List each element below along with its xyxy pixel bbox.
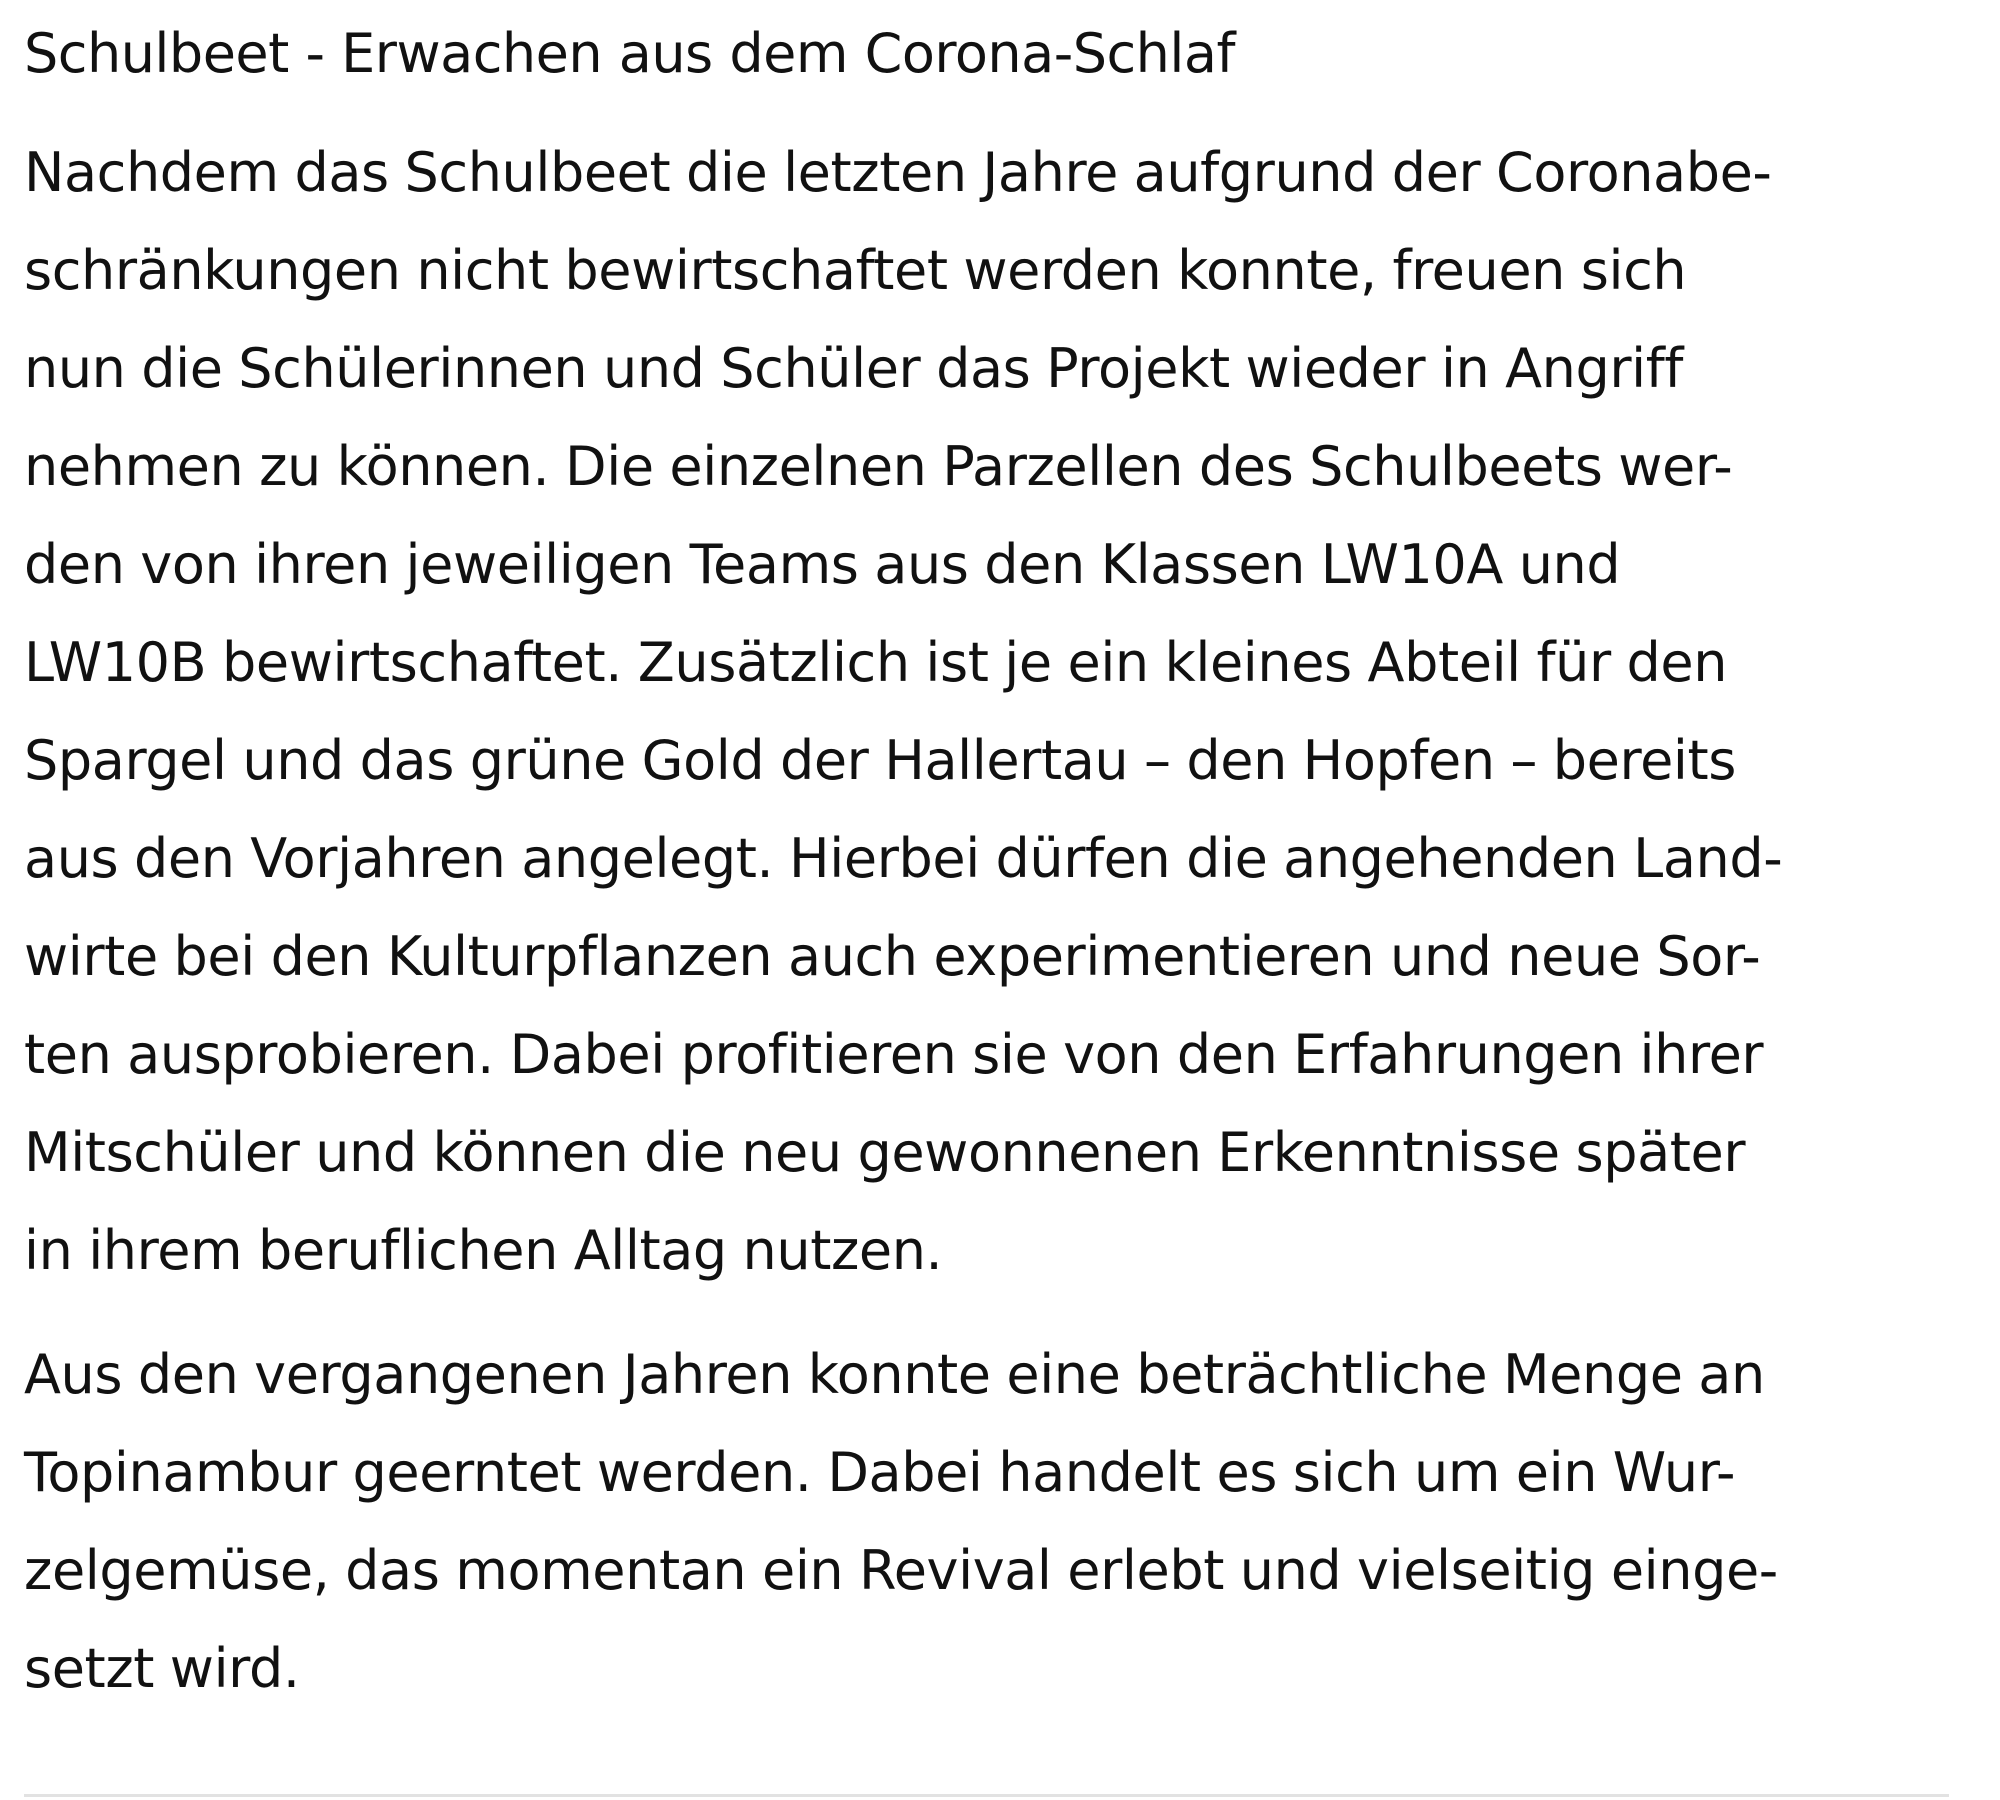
- paragraph-line: Nachdem das Schulbeet die letzten Jahre aufgrund der Coronabe-: [24, 141, 1772, 204]
- paragraph-line: Mitschüler und können die neu gewonnenen Erkenntnisse später: [24, 1121, 1746, 1184]
- paragraph-line: LW10B bewirtschaftet. Zusätzlich ist je ein kleines Abteil für den: [24, 631, 1728, 694]
- paragraph-line: Aus den vergangenen Jahren konnte eine beträchtliche Menge an: [24, 1343, 1765, 1406]
- paragraph-line: den von ihren jeweiligen Teams aus den Klassen LW10A und: [24, 533, 1621, 596]
- document-page: [24, 0, 1984, 1718]
- paragraph-line: wirte bei den Kulturpflanzen auch experimentieren und neue Sor-: [24, 925, 1761, 988]
- paragraph-line: in ihrem beruflichen Alltag nutzen.: [24, 1219, 943, 1282]
- bottom-divider: [24, 1794, 1949, 1797]
- article-title: Schulbeet - Erwachen aus dem Corona-Schlaf: [24, 22, 1236, 85]
- paragraph-line: aus den Vorjahren angelegt. Hierbei dürfen die angehenden Land-: [24, 827, 1783, 890]
- article-paragraph-2: [24, 1326, 1984, 1718]
- article-paragraph-1: [24, 124, 1984, 1300]
- paragraph-line: nehmen zu können. Die einzelnen Parzellen des Schulbeets wer-: [24, 435, 1733, 498]
- paragraph-line: ten ausprobieren. Dabei profitieren sie von den Erfahrungen ihrer: [24, 1023, 1764, 1086]
- paragraph-line: zelgemüse, das momentan ein Revival erlebt und vielseitig einge-: [24, 1539, 1778, 1602]
- paragraph-line: Spargel und das grüne Gold der Hallertau – den Hopfen – bereits: [24, 729, 1737, 792]
- paragraph-line: schränkungen nicht bewirtschaftet werden konnte, freuen sich: [24, 239, 1687, 302]
- paragraph-line: nun die Schülerinnen und Schüler das Projekt wieder in Angriff: [24, 337, 1684, 400]
- paragraph-line: Topinambur geerntet werden. Dabei handelt es sich um ein Wur-: [24, 1441, 1736, 1504]
- paragraph-line: setzt wird.: [24, 1637, 300, 1700]
